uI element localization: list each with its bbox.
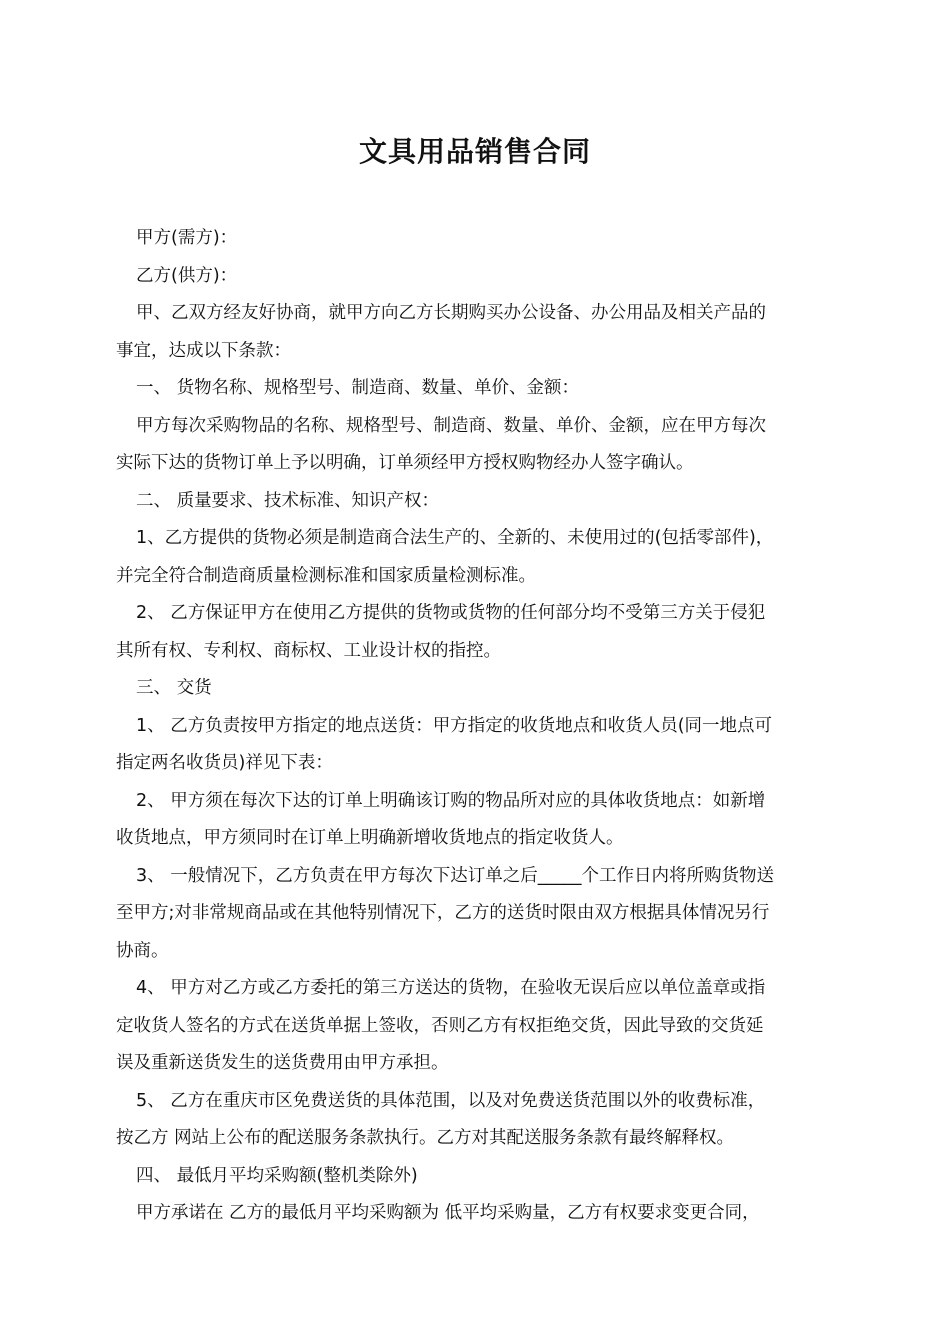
- paragraph-line: 并完全符合制造商质量检测标准和国家质量检测标准。: [116, 565, 536, 586]
- section-heading: 一、 货物名称、规格型号、制造商、数量、单价、金额：: [136, 378, 580, 398]
- party-a-line: 甲方(需方)：: [136, 228, 238, 248]
- paragraph-line: 2、 乙方保证甲方在使用乙方提供的货物或货物的任何部分均不受第三方关于侵犯: [136, 603, 766, 623]
- paragraph-line: 2、 甲方须在每次下达的订单上明确该订购的物品所对应的具体收货地点：如新增: [136, 790, 766, 811]
- paragraph-line: 1、 乙方负责按甲方指定的地点送货：甲方指定的收货地点和收货人员(同一地点可: [136, 715, 773, 736]
- section-heading: 三、 交货: [136, 678, 212, 698]
- section-heading: 四、 最低月平均采购额(整机类除外): [136, 1165, 418, 1186]
- paragraph-line: 甲方承诺在 乙方的最低月平均采购额为 低平均采购量，乙方有权要求变更合同，: [136, 1203, 760, 1223]
- paragraph-line: 定收货人签名的方式在送货单据上签收，否则乙方有权拒绝交货，因此导致的交货延: [116, 1015, 764, 1036]
- paragraph-line: 至甲方;对非常规商品或在其他特别情况下，乙方的送货时限由双方根据具体情况另行: [116, 903, 770, 923]
- paragraph-line: 事宜，达成以下条款：: [116, 340, 291, 361]
- paragraph-line: 5、 乙方在重庆市区免费送货的具体范围，以及对免费送货范围以外的收费标准，: [136, 1090, 766, 1111]
- paragraph-line: 其所有权、专利权、商标权、工业设计权的指控。: [116, 640, 501, 661]
- paragraph-line: 4、 甲方对乙方或乙方委托的第三方送达的货物，在验收无误后应以单位盖章或指: [136, 978, 766, 998]
- document-body: [116, 220, 838, 1233]
- paragraph-line: 3、 一般情况下，乙方负责在甲方每次下达订单之后_____个工作日内将所购货物送: [136, 865, 774, 886]
- document-title: 文具用品销售合同: [358, 135, 591, 168]
- paragraph-line: 实际下达的货物订单上予以明确，订单须经甲方授权购物经办人签字确认。: [116, 453, 694, 473]
- paragraph-line: 协商。: [116, 940, 169, 961]
- paragraph-line: 甲方每次采购物品的名称、规格型号、制造商、数量、单价、金额，应在甲方每次: [136, 415, 766, 436]
- paragraph-line: 指定两名收货员)祥见下表：: [116, 753, 333, 773]
- paragraph-line: 甲、乙双方经友好协商，就甲方向乙方长期购买办公设备、办公用品及相关产品的: [136, 303, 766, 323]
- paragraph-line: 收货地点，甲方须同时在订单上明确新增收货地点的指定收货人。: [116, 828, 624, 848]
- paragraph-line: 误及重新送货发生的送货费用由甲方承担。: [116, 1053, 449, 1073]
- paragraph-line: 1、乙方提供的货物必须是制造商合法生产的、全新的、未使用过的(包括零部件)，: [136, 528, 774, 548]
- party-b-line: 乙方(供方)：: [136, 265, 238, 286]
- paragraph-line: 按乙方 网站上公布的配送服务条款执行。乙方对其配送服务条款有最终解释权。: [116, 1128, 735, 1148]
- section-heading: 二、 质量要求、技术标准、知识产权：: [136, 490, 440, 511]
